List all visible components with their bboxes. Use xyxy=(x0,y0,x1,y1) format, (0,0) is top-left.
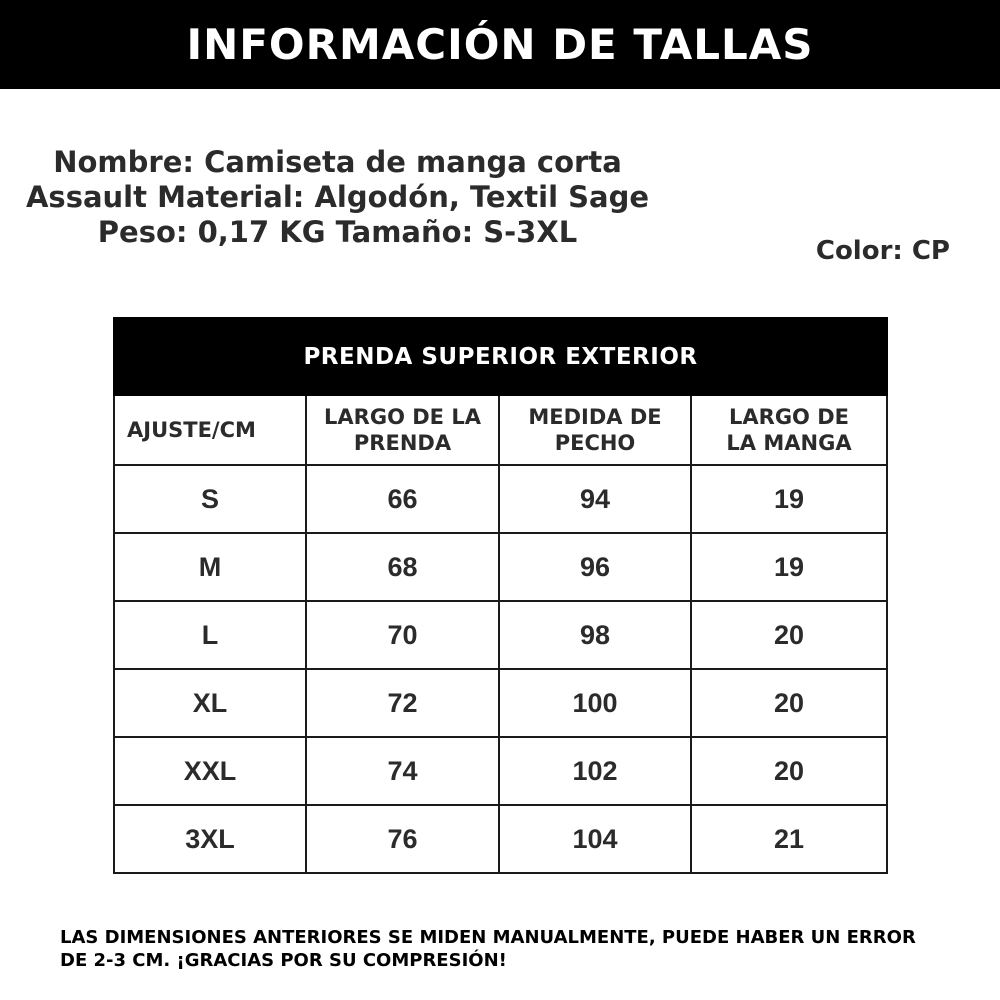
disclaimer-line1: LAS DIMENSIONES ANTERIORES SE MIDEN MANUALMENTE, PUEDE HABER UN ERROR xyxy=(60,927,916,948)
cell-chest: 98 xyxy=(499,601,691,669)
product-name: Nombre: Camiseta de manga corta xyxy=(53,145,622,179)
table-row xyxy=(114,465,887,533)
table-title: PRENDA SUPERIOR EXTERIOR xyxy=(114,318,887,395)
header-size: AJUSTE/CM xyxy=(114,395,306,465)
disclaimer-line2: DE 2-3 CM. ¡GRACIAS POR SU COMPRESIÓN! xyxy=(60,950,507,971)
cell-length: 70 xyxy=(306,601,499,669)
size-chart-table xyxy=(113,317,888,874)
cell-sleeve: 21 xyxy=(691,805,887,873)
cell-sleeve: 20 xyxy=(691,601,887,669)
header-garment-length-line1: LARGO DE LA xyxy=(324,405,481,429)
table-row xyxy=(114,533,887,601)
header-chest-line2: PECHO xyxy=(554,431,636,455)
header-sleeve-line2: LA MANGA xyxy=(726,431,852,455)
header-garment-length xyxy=(306,395,499,465)
title-banner xyxy=(0,0,1000,89)
cell-length: 66 xyxy=(306,465,499,533)
cell-size: S xyxy=(114,465,306,533)
cell-sleeve: 19 xyxy=(691,533,887,601)
cell-chest: 102 xyxy=(499,737,691,805)
product-info xyxy=(0,145,675,250)
page-title: INFORMACIÓN DE TALLAS xyxy=(186,20,814,69)
measurement-disclaimer xyxy=(60,926,960,972)
cell-size: L xyxy=(114,601,306,669)
header-garment-length-line2: PRENDA xyxy=(353,431,452,455)
header-chest-line1: MEDIDA DE xyxy=(528,405,662,429)
cell-chest: 94 xyxy=(499,465,691,533)
table-header-row xyxy=(114,395,887,465)
cell-size: M xyxy=(114,533,306,601)
cell-size: 3XL xyxy=(114,805,306,873)
table-row xyxy=(114,805,887,873)
cell-size: XL xyxy=(114,669,306,737)
cell-chest: 104 xyxy=(499,805,691,873)
cell-length: 72 xyxy=(306,669,499,737)
product-color: Color: CP xyxy=(815,236,950,266)
header-chest xyxy=(499,395,691,465)
cell-size: XXL xyxy=(114,737,306,805)
table-row xyxy=(114,601,887,669)
cell-sleeve: 19 xyxy=(691,465,887,533)
product-material: Assault Material: Algodón, Textil Sage xyxy=(25,180,650,214)
cell-sleeve: 20 xyxy=(691,669,887,737)
cell-chest: 100 xyxy=(499,669,691,737)
header-sleeve-line1: LARGO DE xyxy=(729,405,849,429)
product-weight-size: Peso: 0,17 KG Tamaño: S-3XL xyxy=(97,215,578,249)
cell-length: 68 xyxy=(306,533,499,601)
cell-sleeve: 20 xyxy=(691,737,887,805)
cell-length: 76 xyxy=(306,805,499,873)
table-row xyxy=(114,737,887,805)
cell-length: 74 xyxy=(306,737,499,805)
cell-chest: 96 xyxy=(499,533,691,601)
table-row xyxy=(114,669,887,737)
header-sleeve-length xyxy=(691,395,887,465)
